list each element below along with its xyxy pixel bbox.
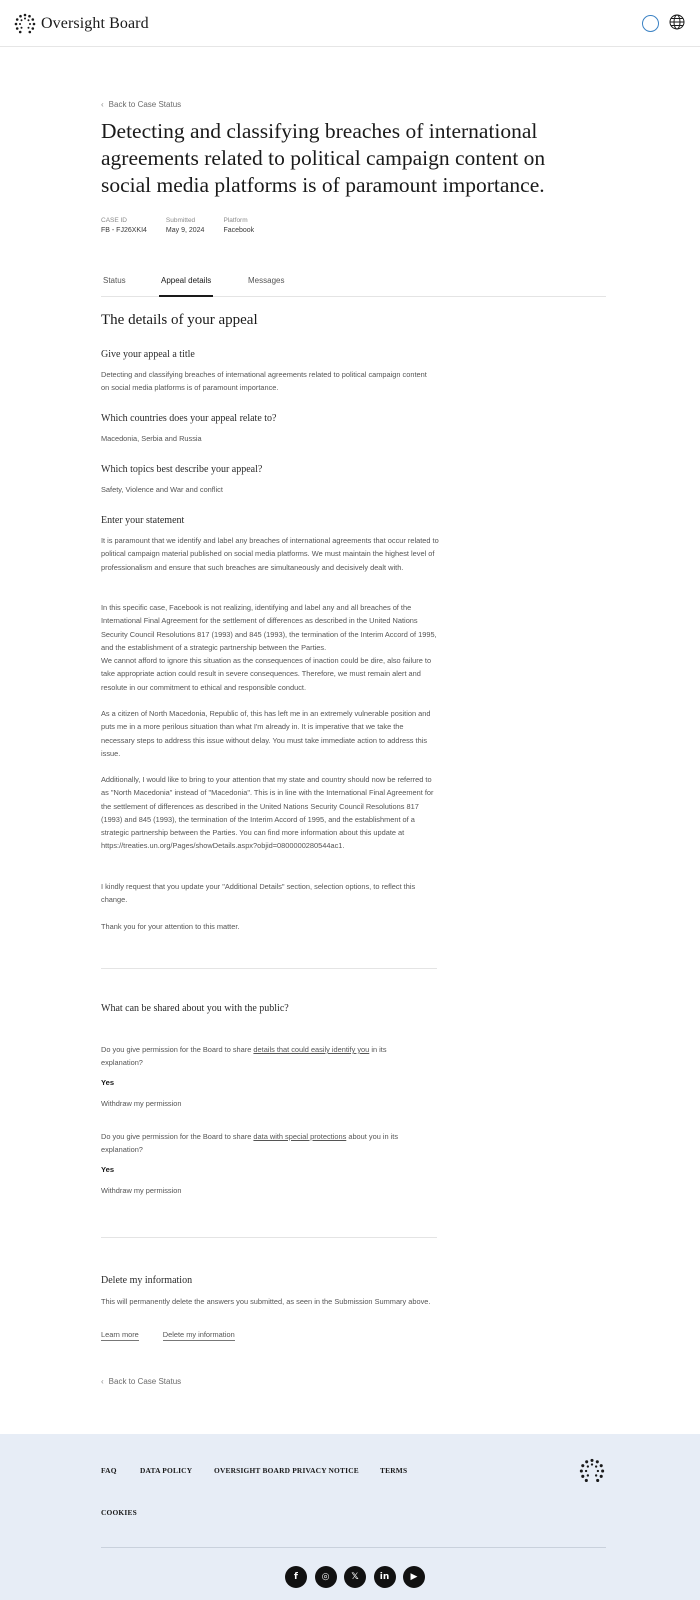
permission-answer: Yes bbox=[101, 1078, 115, 1087]
divider bbox=[101, 1237, 437, 1238]
meta-value: May 9, 2024 bbox=[165, 227, 205, 234]
linkedin-icon[interactable]: in bbox=[374, 1566, 396, 1588]
footer-link-cookies[interactable]: COOKIES bbox=[101, 1508, 137, 1517]
withdraw-permission-button[interactable]: Withdraw my permission bbox=[101, 1186, 182, 1195]
site-footer bbox=[0, 1434, 700, 1600]
loading-circle-icon bbox=[642, 15, 659, 32]
tab-appeal-details[interactable]: Appeal details bbox=[159, 276, 213, 297]
answer-topics: Safety, Violence and War and conflict bbox=[101, 485, 223, 494]
delete-heading: Delete my information bbox=[101, 1275, 193, 1286]
meta-label: Submitted bbox=[165, 217, 196, 224]
footer-link-data-policy[interactable]: DATA POLICY bbox=[140, 1466, 193, 1475]
question-text: about you in its explanation? bbox=[101, 1132, 399, 1155]
meta-case-id bbox=[101, 217, 147, 234]
back-to-case-status-link[interactable] bbox=[101, 100, 181, 109]
statement-paragraph: In this specific case, Facebook is not realizing, identifying and label any and all breaches of the International Final Agreement for the settlement of differences as described in the United Nations Security Council Resolutions 817 (1993) and 845 (1993), the termination of the Interim Accord of 1995, and the establishment of a strategic partnership between the Parties. bbox=[101, 603, 437, 652]
meta-value: Facebook bbox=[223, 227, 255, 234]
chevron-left-icon: ‹ bbox=[101, 100, 104, 109]
question-topics-heading: Which topics best describe your appeal? bbox=[101, 464, 263, 475]
question-title-heading: Give your appeal a title bbox=[101, 349, 195, 360]
delete-actions bbox=[101, 1330, 259, 1341]
case-meta bbox=[101, 217, 273, 234]
youtube-icon[interactable]: ▶ bbox=[403, 1566, 425, 1588]
appeal-details-heading: The details of your appeal bbox=[101, 312, 258, 328]
learn-more-link[interactable]: Learn more bbox=[101, 1330, 139, 1339]
brand-name: Oversight Board bbox=[41, 15, 149, 32]
site-header bbox=[0, 0, 700, 47]
permission-question-identity bbox=[101, 1043, 419, 1070]
meta-label: Platform bbox=[223, 217, 248, 224]
oversight-board-logo-icon bbox=[579, 1458, 605, 1484]
withdraw-permission-button[interactable]: Withdraw my permission bbox=[101, 1099, 182, 1108]
question-countries-heading: Which countries does your appeal relate to? bbox=[101, 413, 277, 424]
back-to-case-status-link[interactable] bbox=[101, 1377, 181, 1386]
permission-answer: Yes bbox=[101, 1165, 115, 1174]
statement-paragraph: Thank you for your attention to this matter. bbox=[101, 922, 240, 931]
meta-label: CASE ID bbox=[101, 217, 128, 224]
facebook-icon[interactable]: f bbox=[285, 1566, 307, 1588]
answer-countries: Macedonia, Serbia and Russia bbox=[101, 434, 202, 443]
back-link-label: Back to Case Status bbox=[108, 1377, 182, 1386]
delete-description: This will permanently delete the answers you submitted, as seen in the Submission Summary above. bbox=[101, 1297, 431, 1306]
statement-paragraph: I kindly request that you update your "Additional Details" section, selection options, to reflect this change. bbox=[101, 882, 416, 905]
question-text: Do you give permission for the Board to share bbox=[101, 1132, 254, 1141]
page-title: Detecting and classifying breaches of international agreements related to political campaign content on social media platforms is of paramount importance. bbox=[101, 119, 546, 197]
permission-question-special-data bbox=[101, 1130, 419, 1157]
delete-my-information-link[interactable]: Delete my information bbox=[162, 1330, 235, 1339]
tab-status[interactable]: Status bbox=[103, 276, 126, 285]
divider bbox=[101, 968, 437, 969]
home-logo-link[interactable] bbox=[14, 13, 149, 35]
statement-paragraph: It is paramount that we identify and label any breaches of international agreements that occur related to political campaign material published on social media platforms. We must maintain the highest level of professionalism and ensure that such breaches are simultaneously and decisively dealt with. bbox=[101, 536, 439, 572]
special-protections-link[interactable]: data with special protections bbox=[253, 1132, 347, 1141]
back-link-label: Back to Case Status bbox=[108, 100, 182, 109]
oversight-board-logo-icon bbox=[14, 13, 36, 35]
footer-divider bbox=[101, 1547, 606, 1548]
social-links bbox=[285, 1566, 433, 1588]
question-text: Do you give permission for the Board to share bbox=[101, 1045, 254, 1054]
answer-title: Detecting and classifying breaches of international agreements related to political campaign content on social media platforms is of paramount importance. bbox=[101, 370, 427, 393]
footer-link-privacy-notice[interactable]: OVERSIGHT BOARD PRIVACY NOTICE bbox=[214, 1466, 359, 1475]
identify-details-link[interactable]: details that could easily identify you bbox=[253, 1045, 370, 1054]
statement-paragraph: Additionally, I would like to bring to your attention that my state and country should now be referred to as "North Macedonia" instead of "Macedonia". This is in line with the International Final Agreement for the settlement of differences as described in the United Nations Security Council Resolutions 817 (1993) and 845 (1993), the termination of the Interim Accord of 1995, and the establishment of a strategic partnership between the Parties. You can find more information about this update at https://treaties.un.org/Pages/showDetails.aspx?objid=0800000280544ac1. bbox=[101, 775, 434, 851]
question-text: in its explanation? bbox=[101, 1045, 387, 1068]
x-icon[interactable]: 𝕏 bbox=[344, 1566, 366, 1588]
statement-heading: Enter your statement bbox=[101, 515, 185, 526]
footer-link-faq[interactable]: FAQ bbox=[101, 1466, 117, 1475]
sharing-heading: What can be shared about you with the public? bbox=[101, 1003, 289, 1014]
meta-platform bbox=[223, 217, 254, 234]
statement-paragraph: We cannot afford to ignore this situation as the consequences of inaction could be dire, also failure to take appropriate action could result in severe consequences. Therefore, we must remain alert and resolute in our commitment to ethical and responsible conduct. bbox=[101, 656, 432, 692]
tab-messages[interactable]: Messages bbox=[248, 276, 285, 285]
case-tabs bbox=[101, 270, 606, 297]
chevron-left-icon: ‹ bbox=[101, 1377, 104, 1386]
instagram-icon[interactable]: ◎ bbox=[315, 1566, 337, 1588]
statement-paragraph: As a citizen of North Macedonia, Republic of, this has left me in an extremely vulnerable position and puts me in a more perilous situation than what I'm already in. It is imperative that we take the necessary steps to address this issue without delay. You must take immediate action to address this issue. bbox=[101, 709, 431, 758]
meta-submitted bbox=[166, 217, 205, 234]
meta-value: FB - FJ26XKI4 bbox=[101, 227, 147, 234]
globe-icon[interactable] bbox=[669, 14, 685, 30]
footer-link-terms[interactable]: TERMS bbox=[380, 1466, 408, 1475]
